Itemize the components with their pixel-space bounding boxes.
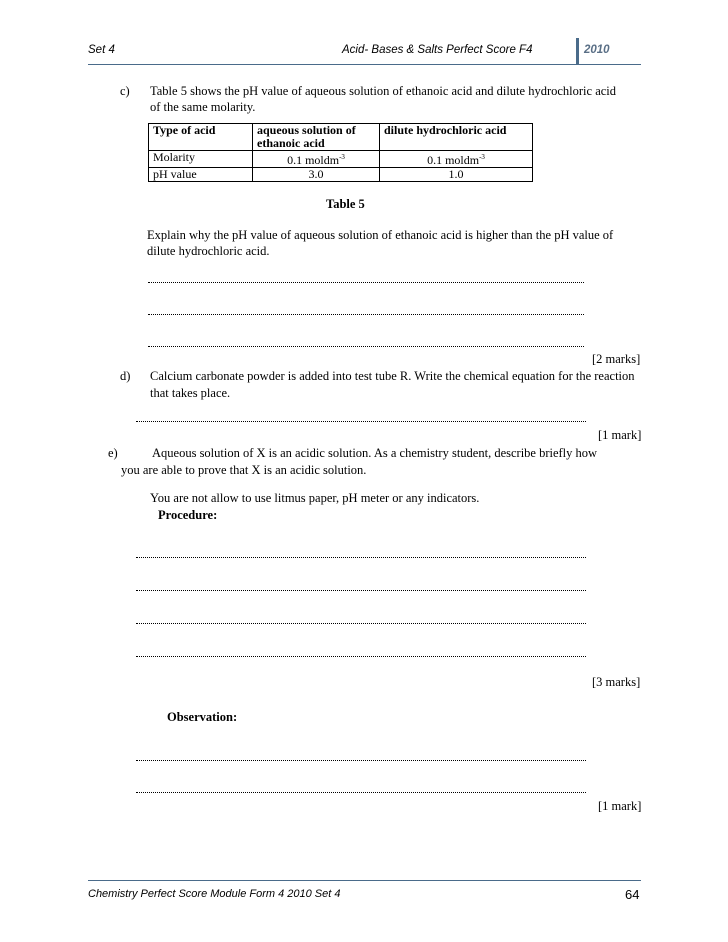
table-cell: [253, 151, 380, 168]
footer-rule: [88, 880, 641, 881]
answer-line[interactable]: [136, 623, 586, 624]
question-c-label: c): [120, 84, 130, 98]
question-c-text-line1: Table 5 shows the pH value of aqueous solution of ethanoic acid and dilute hydrochloric acid: [150, 84, 617, 98]
table-cell: 3.0: [253, 168, 380, 182]
table-row: [149, 151, 533, 168]
procedure-marks: [3 marks]: [592, 675, 641, 689]
answer-line[interactable]: [148, 346, 584, 347]
footer-text: Chemistry Perfect Score Module Form 4 2010 Set 4: [88, 888, 341, 900]
answer-line[interactable]: [148, 282, 584, 283]
question-e-text-line1: Aqueous solution of X is an acidic solution. As a chemistry student, describe briefly how: [152, 446, 598, 460]
observation-heading: Observation:: [167, 710, 238, 724]
answer-line[interactable]: [136, 760, 586, 761]
question-c-explain-line2: dilute hydrochloric acid.: [147, 244, 270, 258]
table-5: [148, 123, 533, 182]
question-c-text-line2: of the same molarity.: [150, 100, 256, 114]
question-e-text-line2: you are able to prove that X is an acidic solution.: [121, 463, 367, 477]
table-cell: [380, 151, 533, 168]
question-c-marks: [2 marks]: [592, 352, 641, 366]
table-cell-value: 0.1 moldm: [287, 153, 340, 167]
page-number: 64: [625, 887, 640, 902]
superscript: -3: [339, 153, 345, 161]
header-year: 2010: [584, 44, 610, 56]
header-year-bar: [576, 38, 579, 64]
table-header-row: [149, 124, 533, 151]
question-d-text-line1: Calcium carbonate powder is added into test tube R. Write the chemical equation for the reaction: [150, 369, 635, 383]
table-header-cell: Type of acid: [149, 124, 253, 151]
table-header-cell: aqueous solution of ethanoic acid: [253, 124, 380, 151]
table-caption: Table 5: [326, 197, 365, 211]
answer-line[interactable]: [136, 656, 586, 657]
observation-marks: [1 mark]: [598, 799, 642, 813]
procedure-heading: Procedure:: [158, 508, 218, 522]
table-cell: 1.0: [380, 168, 533, 182]
table-row: [149, 168, 533, 182]
header-title: Acid- Bases & Salts Perfect Score F4: [342, 44, 533, 56]
question-c-explain-line1: Explain why the pH value of aqueous solution of ethanoic acid is higher than the pH value of: [147, 228, 614, 242]
question-d-label: d): [120, 369, 131, 383]
answer-line[interactable]: [136, 792, 586, 793]
header-rule: [88, 64, 641, 65]
table-cell: Molarity: [149, 151, 253, 168]
answer-line[interactable]: [148, 314, 584, 315]
table-cell: pH value: [149, 168, 253, 182]
answer-line[interactable]: [136, 557, 586, 558]
question-e-label: e): [108, 446, 118, 460]
question-e-note: You are not allow to use litmus paper, pH meter or any indicators.: [150, 491, 480, 505]
answer-line[interactable]: [136, 421, 586, 422]
question-d-marks: [1 mark]: [598, 428, 642, 442]
header-set-label: Set 4: [88, 44, 115, 56]
answer-line[interactable]: [136, 590, 586, 591]
table-header-cell: dilute hydrochloric acid: [380, 124, 533, 151]
superscript: -3: [479, 153, 485, 161]
table-cell-value: 0.1 moldm: [427, 153, 480, 167]
question-d-text-line2: that takes place.: [150, 386, 231, 400]
